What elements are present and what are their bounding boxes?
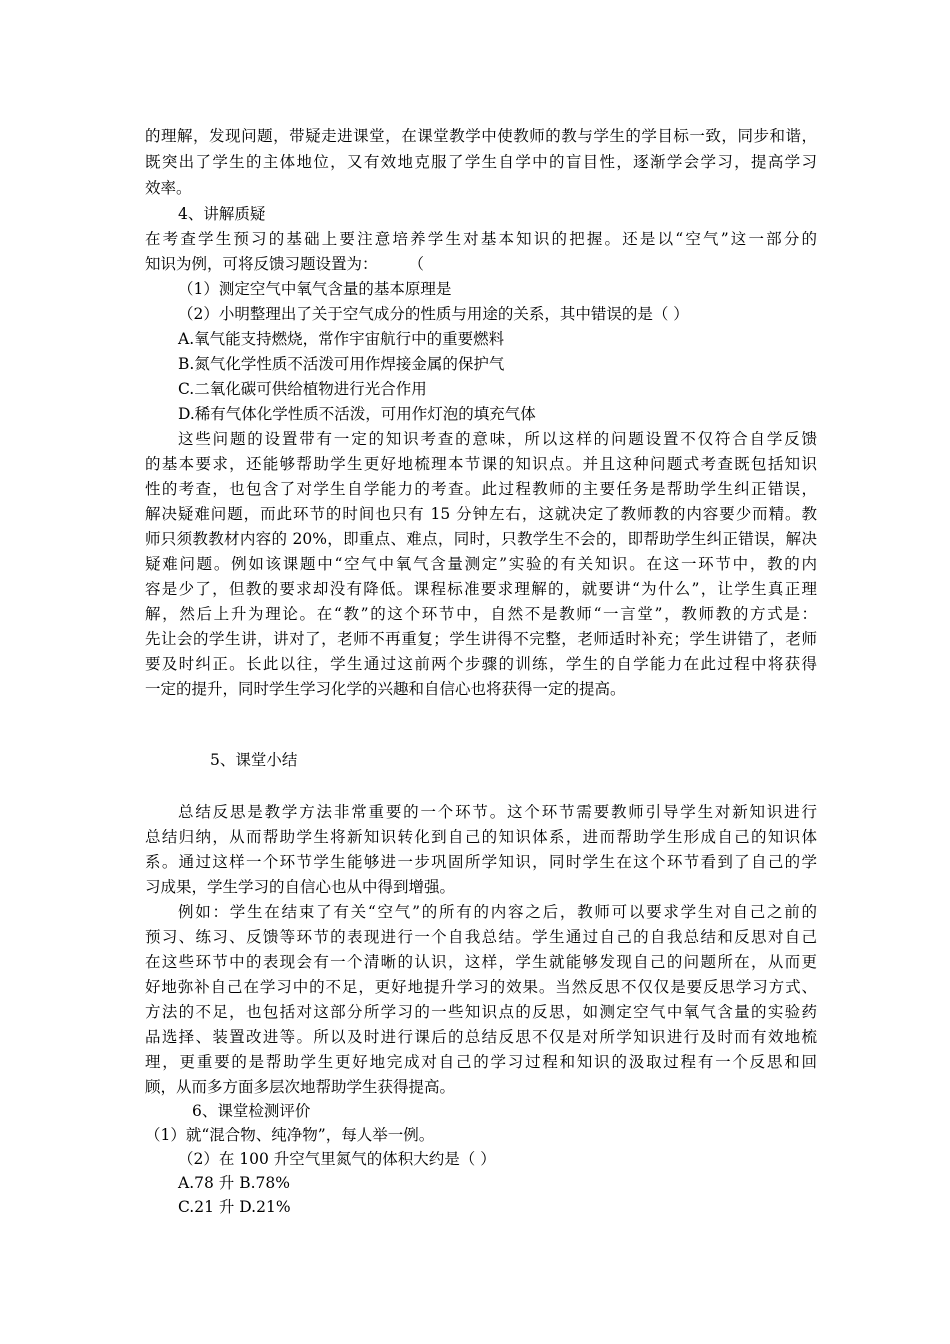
- paragraph-3-line-6: 疑难问题。例如该课题中“空气中氧气含量测定”实验的有关知识。在这一环节中，教的内: [145, 555, 817, 573]
- question-2-option-a: A.氧气能支持燃烧，常作宇宙航行中的重要燃料: [178, 330, 505, 348]
- section-heading-6: 6、课堂检测评价: [192, 1102, 311, 1120]
- paragraph-3-line-8: 解，然后上升为理论。在“教”的这个环节中，自然不是教师“一言堂”，教师教的方式是：: [145, 605, 817, 623]
- question-2-option-d: D.稀有气体化学性质不活泼，可用作灯泡的填充气体: [178, 405, 536, 423]
- paragraph-4-line-2: 总结归纳，从而帮助学生将新知识转化到自己的知识体系，进而帮助学生形成自己的知识体: [145, 828, 817, 846]
- section-heading-5: 5、课堂小结: [210, 751, 298, 769]
- paragraph-3-line-2: 的基本要求，还能够帮助学生更好地梳理本节课的知识点。并且这种问题式考查既包括知识: [145, 455, 817, 473]
- paragraph-5-line-5: 方法的不足，也包括对这部分所学习的一些知识点的反思，如测定空气中氧气含量的实验药: [145, 1003, 817, 1021]
- section-heading-4: 4、讲解质疑: [178, 205, 266, 223]
- test-question-2-options-cd: C.21 升 D.21%: [178, 1198, 291, 1216]
- paragraph-5-line-2: 预习、练习、反馈等环节的表现进行一个自我总结。学生通过自己的自我总结和反思对自己: [145, 928, 817, 946]
- paragraph-3-line-10: 要及时纠正。长此以往，学生通过这前两个步骤的训练，学生的自学能力在此过程中将获得: [145, 655, 817, 673]
- paragraph-2-line-2: 知识为例，可将反馈习题设置为： （: [145, 255, 425, 273]
- paragraph-1-line-3: 效率。: [145, 179, 192, 197]
- paragraph-5-line-7: 理，更重要的是帮助学生更好地完成对自己的学习过程和知识的汲取过程有一个反思和回: [145, 1053, 817, 1071]
- paragraph-5-line-4: 好地弥补自己在学习中的不足，更好地提升学习的效果。当然反思不仅仅是要反思学习方式、: [145, 978, 817, 996]
- question-2-option-b: B.氮气化学性质不活泼可用作焊接金属的保护气: [178, 355, 505, 373]
- question-2-option-c: C.二氧化碳可供给植物进行光合作用: [178, 380, 427, 398]
- question-1: （1）测定空气中氧气含量的基本原理是: [178, 280, 452, 298]
- paragraph-3-line-5: 师只须教教材内容的 20%，即重点、难点，同时，只教学生不会的，即帮助学生纠正错误，解决: [145, 530, 817, 548]
- paragraph-3-line-1: 这些问题的设置带有一定的知识考查的意味，所以这样的问题设置不仅符合自学反馈: [178, 430, 817, 448]
- paragraph-4-line-3: 系。通过这样一个环节学生能够进一步巩固所学知识，同时学生在这个环节看到了自己的学: [145, 853, 817, 871]
- paragraph-1-line-1: 的理解，发现问题，带疑走进课堂，在课堂教学中使教师的教与学生的学目标一致，同步和谐，: [145, 127, 817, 145]
- test-question-2-options-ab: A.78 升 B.78%: [178, 1174, 290, 1192]
- paragraph-5-line-1: 例如：学生在结束了有关“空气”的所有的内容之后，教师可以要求学生对自己之前的: [178, 903, 817, 921]
- paragraph-3-line-9: 先让会的学生讲，讲对了，老师不再重复；学生讲得不完整，老师适时补充；学生讲错了，老师: [145, 630, 817, 648]
- paragraph-4-line-1: 总结反思是教学方法非常重要的一个环节。这个环节需要教师引导学生对新知识进行: [178, 803, 817, 821]
- test-question-2: （2）在 100 升空气里氮气的体积大约是（ ）: [178, 1150, 496, 1168]
- paragraph-5-line-6: 品选择、装置改进等。所以及时进行课后的总结反思不仅是对所学知识进行及时而有效地梳: [145, 1028, 817, 1046]
- paragraph-1-line-2: 既突出了学生的主体地位，又有效地克服了学生自学中的盲目性，逐渐学会学习，提高学习: [145, 153, 817, 171]
- paragraph-5-line-8: 顾，从而多方面多层次地帮助学生获得提高。: [145, 1078, 456, 1096]
- paragraph-4-line-4: 习成果，学生学习的自信心也从中得到增强。: [145, 878, 456, 896]
- paragraph-3-line-4: 解决疑难问题，而此环节的时间也只有 15 分钟左右，这就决定了教师教的内容要少而精。教: [145, 505, 817, 523]
- question-2: （2）小明整理出了关于空气成分的性质与用途的关系，其中错误的是（ ）: [178, 305, 689, 323]
- paragraph-5-line-3: 在这些环节中的表现会有一个清晰的认识，这样，学生就能够发现自己的问题所在，从而更: [145, 953, 817, 971]
- paragraph-2-line-1: 在考查学生预习的基础上要注意培养学生对基本知识的把握。还是以“空气”这一部分的: [145, 230, 817, 248]
- paragraph-3-line-7: 容是少了，但教的要求却没有降低。课程标准要求理解的，就要讲“为什么”，让学生真正理: [145, 580, 817, 598]
- paragraph-3-line-3: 性的考查，也包含了对学生自学能力的考查。此过程教师的主要任务是帮助学生纠正错误，: [145, 480, 817, 498]
- test-question-1: （1）就“混合物、纯净物”，每人举一例。: [145, 1126, 435, 1144]
- paragraph-3-line-11: 一定的提升，同时学生学习化学的兴趣和自信心也将获得一定的提高。: [145, 680, 626, 698]
